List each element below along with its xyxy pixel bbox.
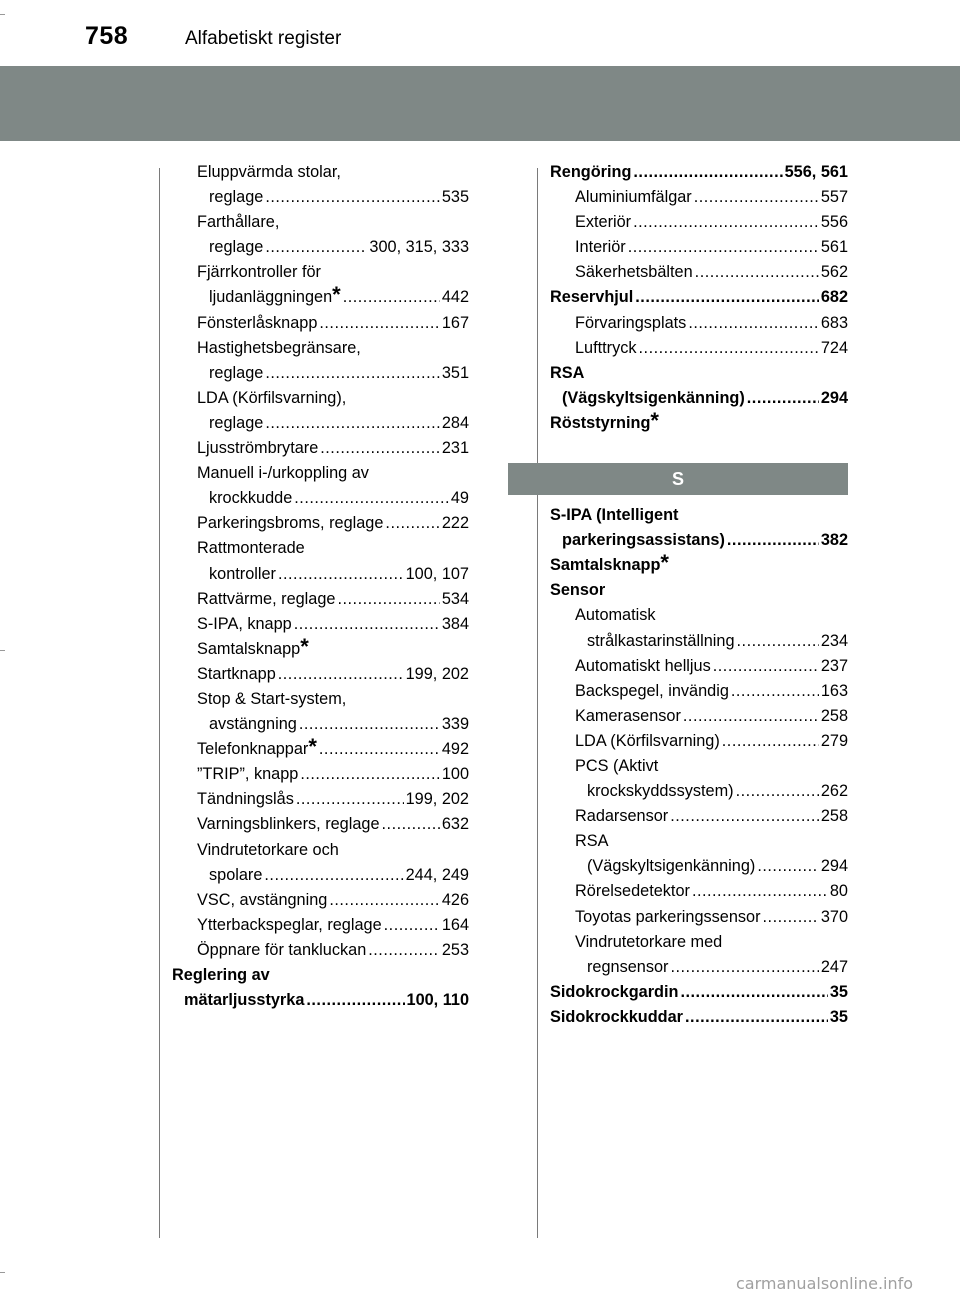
- entry-text: Vindrutetorkare med: [575, 932, 723, 951]
- entry-text: (Vägskyltsigenkänning): [587, 857, 756, 876]
- entry-text: Kamerasensor: [575, 706, 681, 725]
- page-reference: 222: [441, 514, 469, 533]
- entry-text: Fjärrkontroller för: [197, 263, 321, 282]
- index-entry: Röststyrning *: [550, 411, 848, 436]
- dot-leader: [368, 938, 440, 963]
- index-entry: [550, 654, 848, 679]
- page-reference: 167: [441, 313, 469, 332]
- entry-text: Startknapp: [197, 664, 276, 683]
- entry-text: Rattmonterade: [197, 539, 305, 558]
- index-entry: Samtalsknapp *: [550, 553, 848, 578]
- index-entry: Telefonknappar * ..... 492: [172, 737, 469, 762]
- dot-leader: [337, 587, 439, 612]
- entry-text: Rörelsedetektor: [575, 882, 690, 901]
- index-entry: [172, 411, 469, 436]
- watermark-logo: carmanualsonline.info: [736, 1274, 914, 1293]
- entry-text: reglage: [209, 363, 264, 382]
- index-entry: [172, 913, 469, 938]
- index-entry: [550, 879, 848, 904]
- dot-leader: [727, 528, 819, 553]
- page-reference: 442: [441, 288, 469, 307]
- entry-text: Förvaringsplats: [575, 313, 687, 332]
- index-entry: [172, 386, 469, 411]
- index-entry: [172, 361, 469, 386]
- index-entry: [172, 938, 469, 963]
- entry-text: Ljusströmbrytare: [197, 439, 319, 458]
- dot-leader: [278, 562, 404, 587]
- page-reference: 244, 249: [405, 865, 469, 884]
- dot-leader: [265, 411, 440, 436]
- entry-text: Tändningslås: [197, 790, 294, 809]
- dot-leader: [713, 654, 819, 679]
- index-entry: [172, 436, 469, 461]
- page-title: Alfabetiskt register: [185, 28, 342, 49]
- dot-leader: [633, 210, 819, 235]
- page-reference: 164: [441, 915, 469, 934]
- index-entry: [550, 260, 848, 285]
- page-reference: 262: [820, 782, 848, 801]
- dot-leader: [265, 235, 367, 260]
- entry-text: ljudanläggningen: [209, 288, 333, 307]
- entry-text: Sidokrockkuddar: [550, 1007, 684, 1026]
- entry-text: Automatisk: [575, 606, 656, 625]
- entry-text: LDA (Körfilsvarning),: [197, 388, 347, 407]
- crop-mark: [0, 650, 5, 651]
- index-entry: [550, 235, 848, 260]
- entry-text: krockkudde: [209, 489, 293, 508]
- entry-text: Hastighetsbegränsare,: [197, 338, 361, 357]
- dot-leader: [722, 729, 819, 754]
- dot-leader: [265, 361, 440, 386]
- dot-leader: [319, 737, 440, 762]
- entry-text: Aluminiumfälgar: [575, 188, 692, 207]
- index-entry: [172, 160, 469, 185]
- entry-text: Fönsterlåsknapp: [197, 313, 318, 332]
- index-entry: [550, 503, 848, 528]
- index-entry: [172, 336, 469, 361]
- page-reference: 294: [820, 857, 848, 876]
- index-entry: [172, 235, 469, 260]
- header-band: [0, 66, 960, 141]
- page-reference: 534: [441, 589, 469, 608]
- page-reference: 80: [829, 882, 848, 901]
- page-reference: 258: [820, 706, 848, 725]
- page-reference: 279: [820, 731, 848, 750]
- index-entry: [172, 461, 469, 486]
- entry-text: Rengöring: [550, 163, 632, 181]
- entry-text: strålkastarinställning: [587, 631, 735, 650]
- page-reference: 237: [820, 656, 848, 675]
- dot-leader: [294, 612, 440, 637]
- entry-text: Interiör: [575, 238, 626, 257]
- entry-text: Exteriör: [575, 213, 632, 232]
- dot-leader: [731, 679, 819, 704]
- page-reference: 492: [441, 740, 469, 759]
- index-entry: [172, 787, 469, 812]
- dot-leader: [694, 185, 819, 210]
- index-column-left: [172, 160, 469, 1013]
- page-number: 758: [85, 22, 129, 50]
- entry-text: Samtalsknapp: [197, 639, 301, 658]
- index-entry: [550, 361, 848, 386]
- page-reference: 300, 315, 333: [369, 238, 469, 257]
- index-entry: [550, 779, 848, 804]
- entry-text: Telefonknappar: [197, 740, 309, 759]
- page-reference: 724: [820, 338, 848, 357]
- page-reference: 231: [441, 439, 469, 458]
- entry-text: RSA: [575, 832, 609, 851]
- dot-leader: [320, 436, 440, 461]
- dot-leader: [683, 704, 819, 729]
- index-entry: [550, 528, 848, 553]
- page-reference: 199, 202: [405, 664, 469, 683]
- entry-text: Eluppvärmda stolar,: [197, 163, 341, 181]
- index-entry: [172, 762, 469, 787]
- index-group-r: [550, 160, 848, 436]
- page-reference: 683: [820, 313, 848, 332]
- crop-mark: [0, 14, 5, 15]
- page-reference: 234: [820, 631, 848, 650]
- index-entry: [550, 955, 848, 980]
- entry-text: parkeringsassistans): [562, 531, 725, 550]
- entry-text: Reglering av: [172, 966, 270, 984]
- entry-text: Sidokrockgardin: [550, 982, 679, 1001]
- dot-leader: [670, 804, 819, 829]
- entry-text: reglage: [209, 238, 264, 257]
- dot-leader: [685, 1005, 828, 1030]
- entry-text: Stop & Start-system,: [197, 689, 347, 708]
- index-entry: [550, 729, 848, 754]
- index-entry: [172, 838, 469, 863]
- index-entry: [550, 930, 848, 955]
- page-reference: 49: [450, 489, 469, 508]
- index-group-s: [550, 503, 848, 1030]
- index-entry: [550, 336, 848, 361]
- index-entry: [172, 511, 469, 536]
- index-entry: [550, 311, 848, 336]
- dot-leader: [343, 285, 440, 310]
- page-reference: 556, 561: [784, 163, 848, 181]
- entry-text: Röststyrning: [550, 413, 651, 432]
- dot-leader: [382, 812, 440, 837]
- dot-leader: [300, 762, 439, 787]
- index-entry: [172, 888, 469, 913]
- index-entry: [550, 905, 848, 930]
- index-entry: [172, 210, 469, 235]
- entry-text: Automatiskt helljus: [575, 656, 711, 675]
- page-reference: 100, 110: [406, 991, 469, 1010]
- crop-mark: [0, 1272, 5, 1273]
- entry-text: Backspegel, invändig: [575, 681, 729, 700]
- index-entry: [550, 1005, 848, 1030]
- page-reference: 199, 202: [405, 790, 469, 809]
- dot-leader: [278, 662, 404, 687]
- page-reference: 100: [441, 765, 469, 784]
- column-rule-middle: [537, 168, 538, 1238]
- entry-text: ”TRIP”, knapp: [197, 765, 299, 784]
- index-entry: [550, 285, 848, 310]
- page-reference: 35: [829, 1007, 848, 1026]
- index-entry: [550, 185, 848, 210]
- index-entry: [172, 562, 469, 587]
- entry-text: PCS (Aktivt: [575, 756, 659, 775]
- index-entry: [550, 210, 848, 235]
- page-reference: 253: [441, 940, 469, 959]
- entry-text: Öppnare för tankluckan: [197, 940, 367, 959]
- entry-text: Samtalsknapp: [550, 556, 661, 575]
- index-entry: [550, 804, 848, 829]
- page-reference: 557: [820, 188, 848, 207]
- index-entry: [172, 687, 469, 712]
- index-entry: [172, 988, 469, 1013]
- page-reference: 294: [820, 388, 848, 407]
- dot-leader: [296, 787, 404, 812]
- index-entry: [550, 704, 848, 729]
- entry-text: S-IPA, knapp: [197, 614, 292, 633]
- index-entry: [550, 629, 848, 654]
- entry-text: Toyotas parkeringssensor: [575, 907, 761, 926]
- entry-text: reglage: [209, 188, 264, 207]
- entry-text: Lufttryck: [575, 338, 637, 357]
- index-entry: [172, 536, 469, 561]
- page-reference: 339: [441, 715, 469, 734]
- entry-text: VSC, avstängning: [197, 890, 328, 909]
- dot-leader: [385, 511, 439, 536]
- index-entry: [550, 854, 848, 879]
- index-entry: [550, 754, 848, 779]
- entry-text: Reservhjul: [550, 288, 634, 307]
- dot-leader: [635, 285, 819, 310]
- entry-text: Vindrutetorkare och: [197, 840, 339, 859]
- dot-leader: [633, 160, 782, 185]
- index-entry: [172, 587, 469, 612]
- page-reference: 632: [441, 815, 469, 834]
- page-reference: 247: [820, 957, 848, 976]
- dot-leader: [299, 712, 440, 737]
- dot-leader: [264, 863, 403, 888]
- entry-text: avstängning: [209, 715, 297, 734]
- page-reference: 384: [441, 614, 469, 633]
- page-reference: 35: [829, 982, 848, 1001]
- index-entry: [172, 185, 469, 210]
- entry-text: Radarsensor: [575, 807, 669, 826]
- page-reference: 535: [441, 188, 469, 207]
- page-reference: 284: [441, 413, 469, 432]
- dot-leader: [692, 879, 828, 904]
- dot-leader: [680, 980, 827, 1005]
- entry-text: (Vägskyltsigenkänning): [562, 388, 745, 407]
- index-entry: [172, 486, 469, 511]
- index-entry: [172, 662, 469, 687]
- index-column-right: [550, 160, 848, 1030]
- dot-leader: [747, 386, 819, 411]
- index-entry: [172, 260, 469, 285]
- dot-leader: [670, 955, 818, 980]
- page-header: [0, 0, 960, 60]
- index-entry: [550, 160, 848, 185]
- entry-text: S-IPA (Intelligent: [550, 506, 679, 525]
- index-entry: Samtalsknapp *: [172, 637, 469, 662]
- entry-text: Sensor: [550, 581, 606, 600]
- entry-text: kontroller: [209, 564, 276, 583]
- index-entry: [172, 311, 469, 336]
- dot-leader: [319, 311, 439, 336]
- entry-text: Ytterbackspeglar, reglage: [197, 915, 382, 934]
- dot-leader: [639, 336, 819, 361]
- entry-text: Rattvärme, reglage: [197, 589, 336, 608]
- index-entry: ljudanläggningen * ..... 442: [172, 285, 469, 310]
- index-entry: [172, 863, 469, 888]
- entry-text: krockskyddssystem): [587, 782, 734, 801]
- entry-text: Varningsblinkers, reglage: [197, 815, 380, 834]
- page-reference: 562: [820, 263, 848, 282]
- entry-text: regnsensor: [587, 957, 669, 976]
- dot-leader: [329, 888, 439, 913]
- page-reference: 351: [441, 363, 469, 382]
- index-entry: [550, 386, 848, 411]
- dot-leader: [294, 486, 449, 511]
- page-reference: 163: [820, 681, 848, 700]
- entry-text: LDA (Körfilsvarning): [575, 731, 720, 750]
- entry-text: Parkeringsbroms, reglage: [197, 514, 384, 533]
- index-entry: [550, 603, 848, 628]
- entry-text: reglage: [209, 413, 264, 432]
- entry-text: Manuell i-/urkoppling av: [197, 464, 369, 483]
- index-entry: [172, 963, 469, 988]
- page-reference: 258: [820, 807, 848, 826]
- index-entry: [172, 712, 469, 737]
- dot-leader: [763, 905, 819, 930]
- index-entry: [550, 578, 848, 603]
- entry-text: mätarljusstyrka: [184, 991, 305, 1010]
- index-entry: [550, 980, 848, 1005]
- page-reference: 426: [441, 890, 469, 909]
- section-letter: S: [671, 468, 684, 489]
- entry-text: Farthållare,: [197, 213, 280, 232]
- index-entry: [550, 679, 848, 704]
- dot-leader: [688, 311, 819, 336]
- dot-leader: [628, 235, 819, 260]
- dot-leader: [265, 185, 440, 210]
- page-reference: 556: [820, 213, 848, 232]
- dot-leader: [737, 629, 819, 654]
- entry-text: RSA: [550, 363, 585, 382]
- dot-leader: [306, 988, 404, 1013]
- page-reference: 561: [820, 238, 848, 257]
- index-entry: [172, 812, 469, 837]
- entry-text: spolare: [209, 865, 263, 884]
- dot-leader: [695, 260, 819, 285]
- dot-leader: [757, 854, 818, 879]
- index-entry: [172, 612, 469, 637]
- page-reference: 370: [820, 907, 848, 926]
- entry-text: Säkerhetsbälten: [575, 263, 693, 282]
- dot-leader: [736, 779, 819, 804]
- section-header-s: [508, 463, 848, 495]
- page-reference: 100, 107: [405, 564, 469, 583]
- page-reference: 382: [820, 531, 848, 550]
- index-entry: [550, 829, 848, 854]
- page-reference: 682: [820, 288, 848, 307]
- dot-leader: [384, 913, 440, 938]
- column-rule-left: [159, 168, 160, 1238]
